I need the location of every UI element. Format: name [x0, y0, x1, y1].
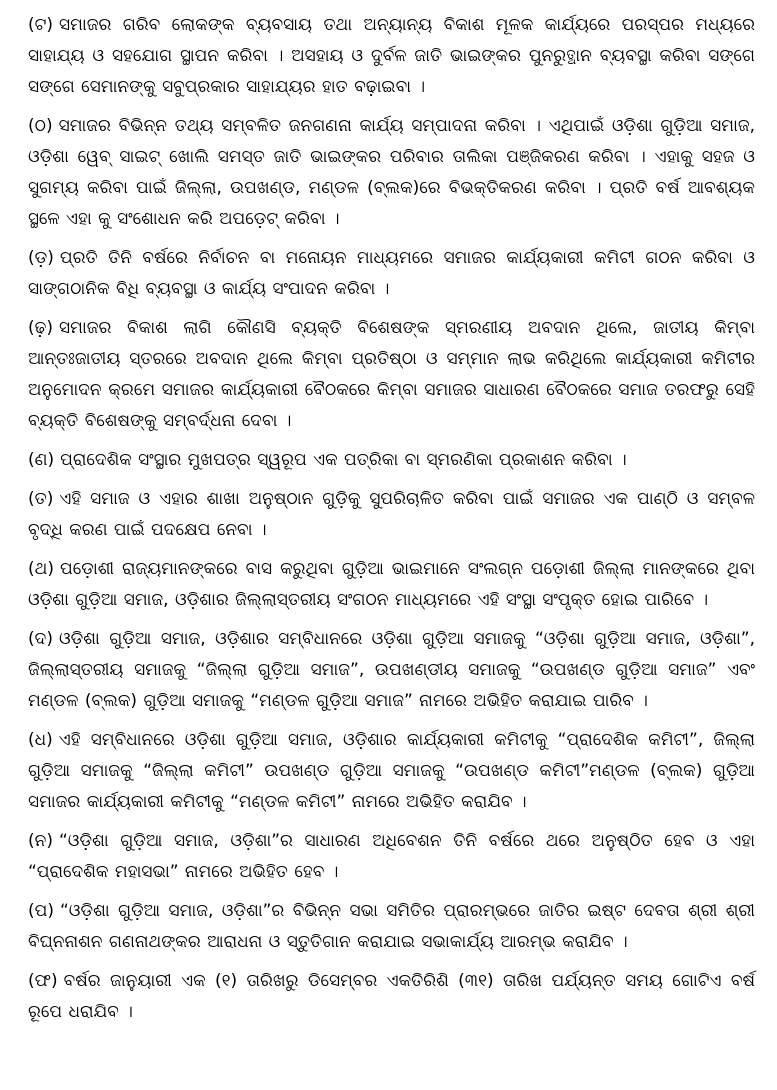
clause-label: (ପ) — [28, 901, 54, 921]
clause-label: (ଣ) — [28, 450, 55, 470]
clause-label: (ନ) — [28, 831, 53, 851]
clause-rda — [28, 243, 755, 305]
clause-da — [28, 624, 755, 717]
clause-label: (ଟ) — [28, 15, 54, 35]
clause-label: (ଢ଼) — [28, 318, 54, 338]
clause-pa — [28, 896, 755, 958]
clause-text: ପଡ଼ୋଶୀ ରାଜ୍ୟମାନଙ୍କରେ ବାସ କରୁଥିବା ଗୁଡ଼ିଆ ଭାଇମାନେ ସଂଲଗ୍ନ ପଡ଼ୋଶୀ ଜିଲ୍ଲା ମାନଙ୍କରେ ଥିବା ଓଡ଼ିଶା ଗୁଡ଼ିଆ ସମାଜ, ଓଡ଼ିଶାର ଜିଲ୍ଲାସ୍ତରୀୟ ସଂଗଠନ ମାଧ୍ୟମରେ ଏହି ସଂସ୍ଥା ସଂପୃକ୍ତ ହୋଇ ପାରିବେ । — [28, 559, 755, 610]
clause-text: ବର୍ଷର ଜାନୁୟାରୀ ଏକ (୧) ତାରିଖରୁ ଡିସେମ୍ବର ଏକତିରିଶି (୩୧) ତାରିଖ ପର୍ଯ୍ୟନ୍ତ ସମୟ ଗୋଟିଏ ବର୍ଷ ରୂପେ ଧରାଯିବ । — [28, 971, 755, 1022]
clause-label: (ଠ) — [28, 116, 53, 136]
clause-pha — [28, 966, 755, 1028]
clause-tha2 — [28, 554, 755, 616]
clause-na — [28, 826, 755, 888]
clause-ta2 — [28, 484, 755, 546]
clause-text: ପ୍ରାଦେଶିକ ସଂସ୍ଥାର ମୁଖପତ୍ର ସ୍ୱରୂପ ଏକ ପତ୍ରିକା ବା ସ୍ମରଣିକା ପ୍ରକାଶନ କରିବା । — [60, 450, 627, 470]
clause-text: “ଓଡ଼ିଶା ଗୁଡ଼ିଆ ସମାଜ, ଓଡ଼ିଶା”ର ସାଧାରଣ ଅଧିବେଶନ ତିନି ବର୍ଷରେ ଥରେ ଅନୁଷ୍ଠିତ ହେବ ଓ ଏହା “ପ୍ରାଦେଶିକ ମହାସଭା” ନାମରେ ଅଭିହିତ ହେବ । — [28, 831, 755, 882]
clause-text: ପ୍ରତି ତିନି ବର୍ଷରେ ନିର୍ବାଚନ ବା ମନୋୟନ ମାଧ୍ୟମରେ ସମାଜର କାର୍ଯ୍ୟକାରୀ କମିଟୀ ଗଠନ କରିବା ଓ ସାଙ୍ଗଠାନିକ ବିଧି ବ୍ୟବସ୍ଥା ଓ କାର୍ଯ୍ୟ ସଂପାଦନ କରିବା । — [28, 248, 755, 299]
clause-ta — [28, 10, 755, 103]
clause-label: (ଡ଼) — [28, 248, 54, 268]
clause-text: ଏହି ସମାଜ ଓ ଏହାର ଶାଖା ଅନୁଷ୍ଠାନ ଗୁଡ଼ିକୁ ସୁପରିଚାଳିତ କରିବା ପାଇଁ ସମାଜର ଏକ ପାଣ୍ଠି ଓ ସମ୍ବଳ ବୃଦ୍ଧି କରଣ ପାଇଁ ପଦକ୍ଷେପ ନେବା । — [28, 489, 755, 540]
clause-nna — [28, 445, 755, 476]
clause-rdha — [28, 313, 755, 437]
clause-label: (ତ) — [28, 489, 54, 509]
clause-tha — [28, 111, 755, 235]
clause-label: (ଫ) — [28, 971, 58, 991]
clause-dha — [28, 725, 755, 818]
clause-label: (ଧ) — [28, 730, 53, 750]
clause-text: ଏହି ସମ୍ବିଧାନରେ ଓଡ଼ିଶା ଗୁଡ଼ିଆ ସମାଜ, ଓଡ଼ିଶାର କାର୍ଯ୍ୟକାରୀ କମିଟୀକୁ “ପ୍ରାଦେଶିକ କମିଟୀ”, ଜିଲ୍ଲା ଗୁଡ଼ିଆ ସମାଜକୁ “ଜିଲ୍ଲା କମିଟୀ” ଉପଖଣ୍ଡ ଗୁଡ଼ିଆ ସମାଜକୁ “ଉପଖଣ୍ଡ କମିଟୀ”ମଣ୍ଡଳ (ବ୍ଲକ) ଗୁଡ଼ିଆ ସମାଜର କାର୍ଯ୍ୟକାରୀ କମିଟୀକୁ “ମଣ୍ଡଳ କମିଟୀ” ନାମରେ ଅଭିହିତ କରାଯିବ । — [28, 730, 755, 812]
clause-text: “ଓଡ଼ିଶା ଗୁଡ଼ିଆ ସମାଜ, ଓଡ଼ିଶା”ର ବିଭିନ୍ନ ସଭା ସମିତିର ପ୍ରାରମ୍ଭରେ ଜାତିର ଇଷ୍ଟ ଦେବତା ଶ୍ରୀ ଶ୍ରୀ ବିଘ୍ନନାଶନ ଗଣନାଥଙ୍କର ଆରାଧନା ଓ ସ୍ତୁତିଗାନ କରାଯାଇ ସଭାକାର୍ଯ୍ୟ ଆରମ୍ଭ କରାଯିବ । — [28, 901, 755, 952]
clause-label: (ଦ) — [28, 629, 53, 649]
clause-text: ସମାଜର ବିକାଶ ଲାଗି କୌଣସି ବ୍ୟକ୍ତି ବିଶେଷଙ୍କ ସ୍ମରଣୀୟ ଅବଦାନ ଥିଲେ, ଜାତୀୟ କିମ୍ବା ଆନ୍ତଃଜାତୀୟ ସ୍ତରରେ ଅବଦାନ ଥିଲେ କିମ୍ବା ପ୍ରତିଷ୍ଠା ଓ ସମ୍ମାନ ଲାଭ କରିଥିଲେ କାର୍ଯ୍ୟକାରୀ କମିଟୀର ଅନୁମୋଦନ କ୍ରମେ ସମାଜର କାର୍ଯ୍ୟକାରୀ ବୈଠକରେ କିମ୍ବା ସମାଜର ସାଧାରଣ ବୈଠକରେ ସମାଜ ତରଫରୁ ସେହି ବ୍ୟକ୍ତି ବିଶେଷଙ୍କୁ ସମ୍ବର୍ଦ୍ଧନା ଦେବା । — [28, 318, 755, 431]
clause-text: ଓଡ଼ିଶା ଗୁଡ଼ିଆ ସମାଜ, ଓଡ଼ିଶାର ସମ୍ବିଧାନରେ ଓଡ଼ିଶା ଗୁଡ଼ିଆ ସମାଜକୁ “ଓଡ଼ିଶା ଗୁଡ଼ିଆ ସମାଜ, ଓଡ଼ିଶା”, ଜିଲ୍ଲାସ୍ତରୀୟ ସମାଜକୁ “ଜିଲ୍ଲା ଗୁଡ଼ିଆ ସମାଜ”, ଉପଖଣ୍ଡୀୟ ସମାଜକୁ “ଉପଖଣ୍ଡ ଗୁଡ଼ିଆ ସମାଜ” ଏବଂ ମଣ୍ଡଳ (ବ୍ଲକ) ଗୁଡ଼ିଆ ସମାଜକୁ “ମଣ୍ଡଳ ଗୁଡ଼ିଆ ସମାଜ” ନାମରେ ଅଭିହିତ କରାଯାଇ ପାରିବ । — [28, 629, 755, 711]
clause-label: (ଥ) — [28, 559, 54, 579]
clause-text: ସମାଜର ବିଭିନ୍ନ ତଥ୍ୟ ସମ୍ବଳିତ ଜନଗଣନା କାର୍ଯ୍ୟ ସମ୍ପାଦନା କରିବା । ଏଥିପାଇଁ ଓଡ଼ିଶା ଗୁଡ଼ିଆ ସମାଜ, ଓଡ଼ିଶା ୱେବ୍ ସାଇଟ୍ ଖୋଲି ସମସ୍ତ ଜାତି ଭାଇଙ୍କର ପରିବାର ତାଲିକା ପଞ୍ଜିକରଣ କରିବା । ଏହାକୁ ସହଜ ଓ ସୁଗମ୍ୟ କରିବା ପାଇଁ ଜିଲ୍ଲା, ଉପଖଣ୍ଡ, ମଣ୍ଡଳ (ବ୍ଲକ)ରେ ବିଭକ୍ତିକରଣ କରିବା । ପ୍ରତି ବର୍ଷ ଆବଶ୍ୟକ ସ୍ଥଳେ ଏହା କୁ ସଂଶୋଧନ କରି ଅପଡ଼େଟ୍ କରିବା । — [28, 116, 755, 229]
clause-text: ସମାଜର ଗରିବ ଲୋକଙ୍କ ବ୍ୟବସାୟ ତଥା ଅନ୍ୟାନ୍ୟ ବିକାଶ ମୂଳକ କାର୍ଯ୍ୟରେ ପରସ୍ପର ମଧ୍ୟରେ ସାହାଯ୍ୟ ଓ ସହଯୋଗ ସ୍ଥାପନ କରିବା । ଅସହାୟ ଓ ଦୁର୍ବଳ ଜାତି ଭାଇଙ୍କର ପୁନରୁତ୍ଥାନ ବ୍ୟବସ୍ଥା କରିବା ସଙ୍ଗେ ସଙ୍ଗେ ସେମାନଙ୍କୁ ସବୁପ୍ରକାର ସାହାଯ୍ୟର ହାତ ବଢ଼ାଇବା । — [28, 15, 755, 97]
